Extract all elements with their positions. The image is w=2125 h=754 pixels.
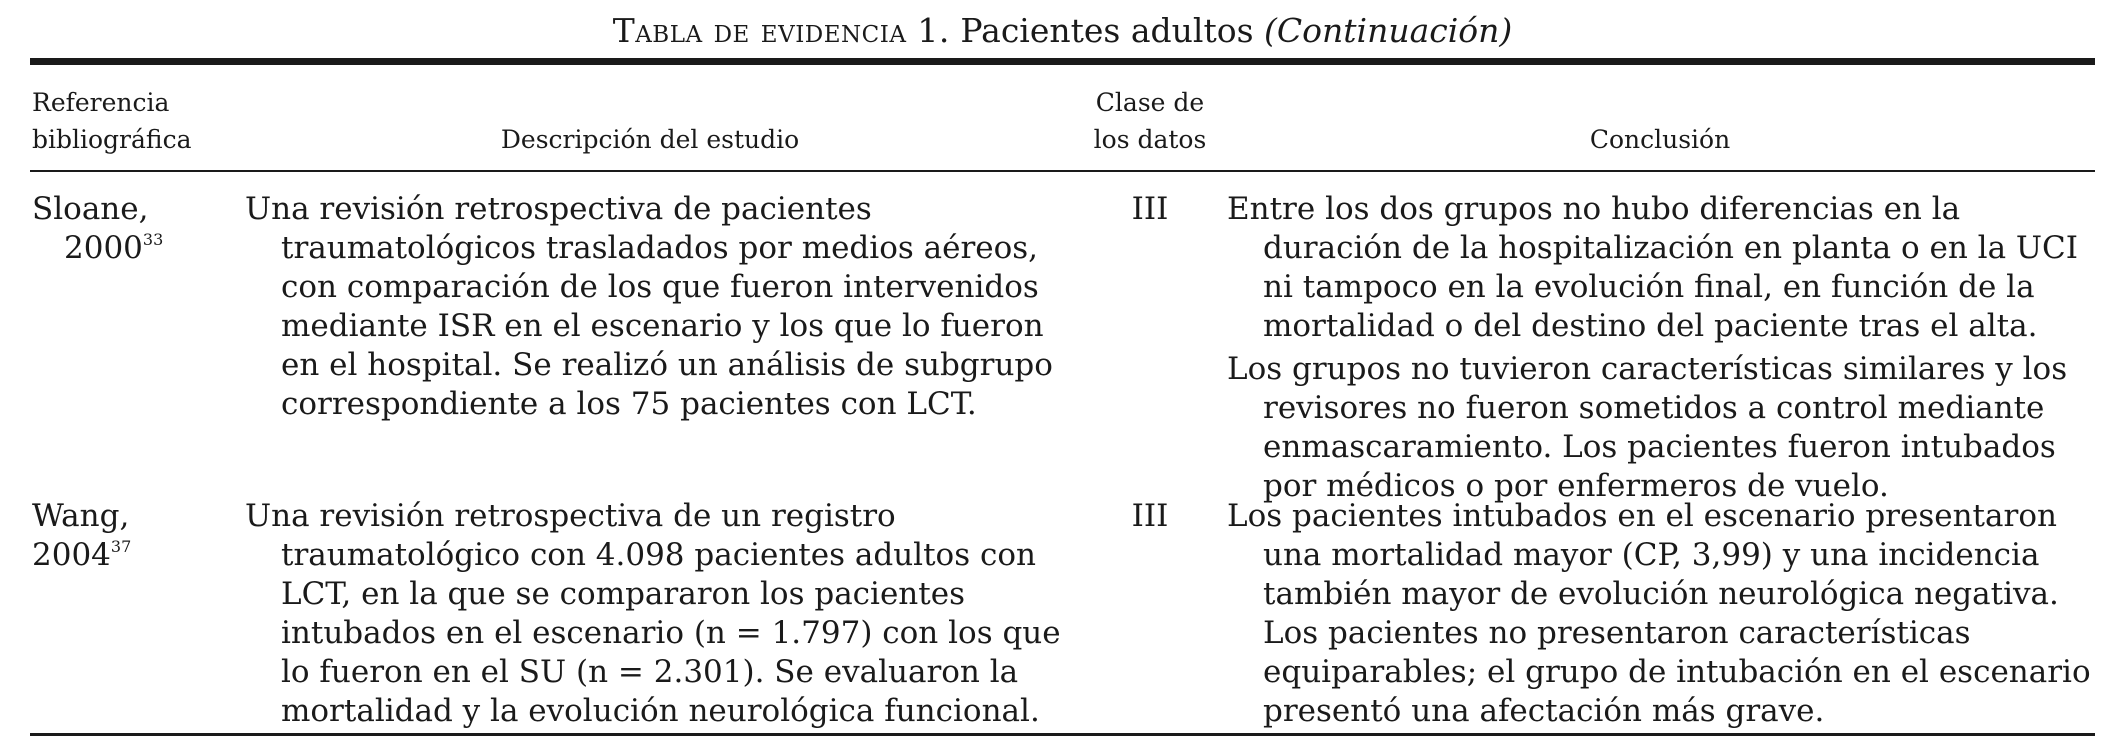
- table-title: [0, 10, 2125, 52]
- conclusion-paragraph: Entre los dos grupos no hubo diferencias en la duración de la hospitalización en planta o en la UCI ni tampoco en la evolución final, en función de la mortalidad o del destino del paciente tras el alta.: [1227, 191, 2078, 344]
- column-header-description: Descripción del estudio: [500, 125, 800, 154]
- table-title-suffix: (Continuación): [1264, 11, 1513, 50]
- description-text: Una revisión retrospectiva de un registro traumatológico con 4.098 pacientes adultos con LCT, en la que se compararon los pacientes intubados en el escenario (n = 1.797) con los que lo fueron en el SU (n = 2.301). Se evaluaron la mortalidad y la evolución neurológica funcional.: [245, 498, 1061, 729]
- reference-author: Sloane,: [32, 191, 149, 227]
- table-caption-label: Tabla de evidencia 1.: [612, 11, 950, 50]
- column-header-reference-line1: Referencia: [32, 88, 170, 117]
- table-row-2-conclusion: [1227, 497, 2095, 731]
- table-row-1-description: [245, 190, 1080, 424]
- description-text: Una revisión retrospectiva de pacientes traumatológicos trasladados por medios aéreos, con comparación de los que fueron intervenidos mediante ISR en el escenario y los que lo fueron en el hospital. Se realizó un análisis de subgrupo correspondiente a los 75 pacientes con LCT.: [245, 191, 1053, 422]
- reference-year: 2000: [64, 230, 143, 266]
- table-row-2-description: [245, 497, 1080, 731]
- reference-citation-number: 37: [110, 537, 132, 556]
- column-header-conclusion: Conclusión: [1589, 125, 1731, 154]
- table-row-1-conclusion: [1227, 190, 2095, 506]
- column-header-data-class-line2: los datos: [1093, 125, 1207, 154]
- table-row-2-data-class: III: [1131, 498, 1169, 534]
- conclusion-paragraph: Los pacientes intubados en el escenario presentaron una mortalidad mayor (CP, 3,99) y una incidencia también mayor de evolución neurológica negativa. Los pacientes no presentaron características equiparables; el grupo de intubación en el escenario presentó una afectación más grave.: [1227, 498, 2091, 729]
- table-row-2-reference: [32, 497, 232, 575]
- column-header-reference: [32, 84, 232, 158]
- header-rule: [30, 170, 2095, 172]
- table-row-1-reference: [32, 190, 232, 268]
- reference-citation-number: 33: [142, 230, 164, 249]
- column-header-reference-line2: bibliográfica: [32, 125, 192, 154]
- top-rule: [30, 58, 2095, 65]
- column-header-data-class-line1: Clase de: [1095, 88, 1205, 117]
- column-header-data-class: [1080, 84, 1220, 158]
- bottom-rule: [30, 733, 2095, 736]
- conclusion-paragraph: Los grupos no tuvieron características similares y los revisores no fueron sometidos a control mediante enmascaramiento. Los pacientes fueron intubados por médicos o por enfermeros de vuelo.: [1227, 351, 2068, 504]
- table-row-1-data-class: III: [1131, 191, 1169, 227]
- table-title-main: Pacientes adultos: [960, 11, 1254, 50]
- reference-author-year: Wang, 2004: [32, 498, 130, 573]
